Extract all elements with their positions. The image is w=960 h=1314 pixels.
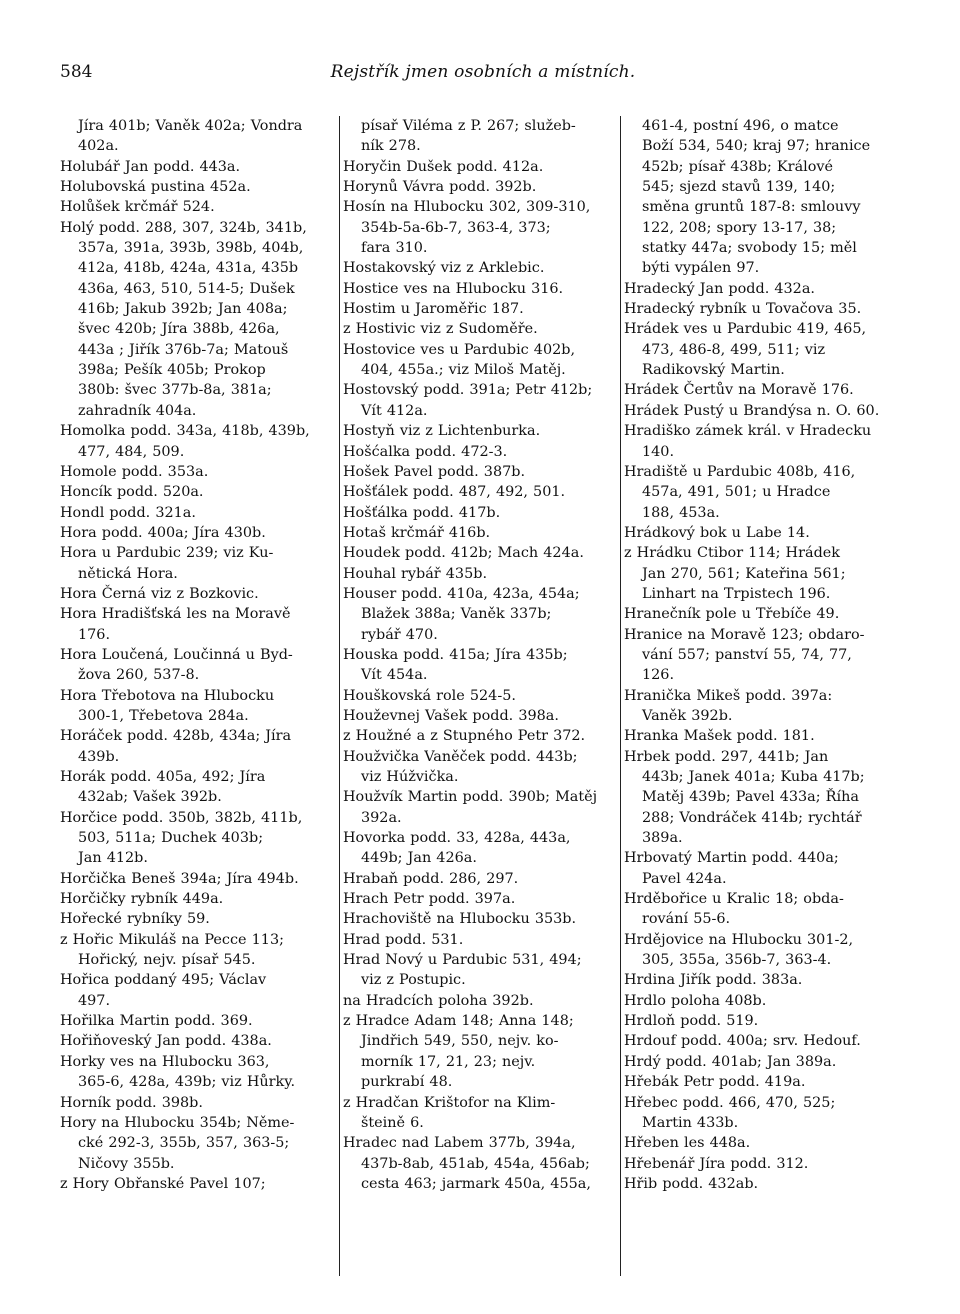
index-entry-continuation: 305, 355a, 356b-7, 363-4. [642,952,832,969]
index-entry: Hrach Petr podd. 397a. [343,891,516,908]
index-entry-continuation: purkrabí 48. [361,1074,453,1091]
index-entry-continuation: Pavel 424a. [642,870,727,887]
index-entry: Hrádek Čertův na Moravě 176. [624,382,854,399]
index-entry-continuation: Jíra 401b; Vaněk 402a; Vondra [78,118,303,134]
index-entry: z Houžné a z Stupného Petr 372. [343,728,586,745]
index-entry: Hrdloň podd. 519. [624,1013,759,1030]
index-entry-continuation: 443b; Janek 401a; Kuba 417b; [642,769,865,785]
index-entry: Holůšek krčmář 524. [60,199,215,216]
index-entry-continuation: Matěj 439b; Pavel 433a; Říha [642,789,859,806]
index-entry: Hrdý podd. 401ab; Jan 389a. [624,1053,837,1070]
index-entry: z Hradce Adam 148; Anna 148; [343,1013,574,1030]
index-entry: Hořica poddaný 495; Václav [60,972,267,989]
index-entry: Houdek podd. 412b; Mach 424a. [343,545,584,562]
index-entry: Hrbovatý Martin podd. 440a; [624,850,839,867]
index-entry: Hradiště u Pardubic 408b, 416, [624,463,856,480]
index-entry-continuation: viz Húžvička. [361,769,459,785]
index-entry: Hrad Nový u Pardubic 531, 494; [343,952,582,969]
index-entry-continuation: 357a, 391a, 393b, 398b, 404b, [78,240,304,257]
index-entry-continuation: Vít 412a. [361,402,428,419]
index-entry: Hradiško zámek král. v Hradecku [624,423,872,440]
index-entry: Horčička Beneš 394a; Jíra 494b. [60,870,299,887]
index-entry: Hranička Mikeš podd. 397a: [624,687,833,704]
index-entry-continuation: 432ab; Vašek 392b. [78,789,222,806]
index-entry: Hostovice ves u Pardubic 402b, [343,341,576,358]
index-entry: Holubovská pustina 452a. [60,179,251,196]
column-divider [339,116,340,1276]
index-entry: Houžvík Martin podd. 390b; Matěj [343,789,598,806]
index-entry: Hrdina Jiřík podd. 383a. [624,972,803,989]
index-entry-continuation: 449b; Jan 426a. [361,850,477,867]
index-entry-continuation: 457a, 491, 501; u Hradce [642,484,831,501]
index-entry-continuation: 288; Vondráček 414b; rychtář [642,809,862,826]
index-entry: Horyčin Dušek podd. 412a. [343,158,544,175]
index-entry-continuation: Radikovský Martin. [642,362,785,379]
index-entry-continuation: ník 278. [361,138,421,155]
index-entry: Hostovský podd. 391a; Petr 412b; [343,382,593,399]
index-entry: Hrádek Pustý u Brandýsa n. O. 60. [624,402,880,419]
index-entry-continuation: 439b. [78,748,120,765]
index-entry-continuation: rybář 470. [361,626,438,643]
index-column-3 [624,116,906,1276]
index-entry-continuation: 176. [78,626,111,643]
running-title: Rejstřík jmen osobních a místních. [330,62,636,82]
index-entry: Homole podd. 353a. [60,463,209,480]
index-entry: Hory na Hlubocku 354b; Něme- [60,1114,295,1131]
index-entry: Hora Hradišťská les na Moravě [60,606,291,623]
index-entry-continuation: 473, 486-8, 499, 511; viz [642,341,826,358]
index-entry-continuation: Boží 534, 540; kraj 97; hranice [642,138,871,155]
index-entry: Hrabaň podd. 286, 297. [343,870,519,887]
index-entry: Houhal rybář 435b. [343,565,488,582]
index-entry-continuation: Jan 270, 561; Kateřina 561; [642,565,846,582]
index-entry: Hostyň viz z Lichtenburka. [343,423,541,440]
index-entry: Hora u Pardubic 239; viz Ku- [60,545,274,562]
index-entry-continuation: 436a, 463, 510, 514-5; Dušek [78,280,295,297]
index-entry: Houska podd. 415a; Jíra 435b; [343,646,568,663]
index-entry: Hřebák Petr podd. 419a. [624,1074,806,1091]
index-entry: Horky ves na Hlubocku 363, [60,1053,270,1070]
index-entry: Hřebec podd. 466, 470, 525; [624,1094,836,1111]
index-entry-continuation: šteině 6. [361,1114,424,1131]
index-entry-continuation: žova 260, 537-8. [78,667,200,684]
index-entry-continuation: býti vypálen 97. [642,260,760,277]
index-entry: Hořiňoveský Jan podd. 438a. [60,1033,272,1050]
index-entry: Houževnej Vašek podd. 398a. [343,707,559,724]
index-entry: Hořilka Martin podd. 369. [60,1013,253,1030]
index-entry: Hora Třebotova na Hlubocku [60,687,275,704]
index-entry: Hrbek podd. 297, 441b; Jan [624,748,829,765]
index-entry: Hrad podd. 531. [343,931,464,948]
index-entry: Hřeben les 448a. [624,1135,751,1152]
index-entry-continuation: nětická Hora. [78,565,178,582]
index-entry-continuation: 461-4, postní 496, o matce [642,118,839,134]
index-entry: Houser podd. 410a, 423a, 454a; [343,585,580,602]
index-entry: Holubář Jan podd. 443a. [60,158,241,175]
index-entry-continuation: morník 17, 21, 23; nejv. [361,1053,536,1070]
index-entry-continuation: 437b-8ab, 451ab, 454a, 456ab; [361,1155,590,1172]
index-entry: Hora podd. 400a; Jíra 430b. [60,524,266,541]
index-entry-continuation: Linhart na Trpistech 196. [642,585,831,602]
index-entry: Hřebenář Jíra podd. 312. [624,1155,809,1172]
index-entry-continuation: vání 557; panství 55, 74, 77, [642,646,852,663]
index-entry: Horník podd. 398b. [60,1094,203,1111]
index-entry-continuation: 402a. [78,138,119,155]
index-entry-continuation: 545; sjezd stavů 139, 140; [642,179,836,196]
index-entry: Honcík podd. 520a. [60,484,204,501]
index-entry-continuation: Blažek 388a; Vaněk 337b; [361,606,552,623]
index-entry: Hondl podd. 321a. [60,504,196,521]
index-entry-continuation: Hořický, nejv. písař 545. [78,952,256,969]
index-entry-continuation: fara 310. [361,240,428,257]
index-entry: Hovorka podd. 33, 428a, 443a, [343,830,571,847]
index-entry: Hošek Pavel podd. 387b. [343,463,526,480]
index-entry: Hrdějovice na Hlubocku 301-2, [624,931,854,948]
index-entry: Houškovská role 524-5. [343,687,516,704]
index-entry: Horčice podd. 350b, 382b, 411b, [60,809,303,826]
index-entry-continuation: cesta 463; jarmark 450a, 455a, [361,1175,591,1192]
column-divider [620,116,621,1276]
index-entry: Horák podd. 405a, 492; Jíra [60,769,266,785]
index-entry: Hrdouf podd. 400a; srv. Hedouf. [624,1033,861,1050]
index-entry-continuation: 392a. [361,809,402,826]
index-entry: Hořecké rybníky 59. [60,911,210,928]
index-entry: Holý podd. 288, 307, 324b, 341b, [60,219,307,236]
index-entry: na Hradcích poloha 392b. [343,992,534,1009]
index-entry: Hradec nad Labem 377b, 394a, [343,1135,576,1152]
index-entry: Hora Černá viz z Bozkovic. [60,585,259,602]
index-entry: z Hostivic viz z Sudoměře. [343,321,538,338]
index-entry: Hrdlo poloha 408b. [624,992,767,1009]
index-columns [56,116,906,1276]
index-entry-continuation: směna gruntů 187-8: smlouvy [642,199,861,216]
index-entry-continuation: 188, 453a. [642,504,720,521]
index-entry-continuation: Jindřich 549, 550, nejv. ko- [361,1033,559,1050]
index-entry: Homolka podd. 343a, 418b, 439b, [60,423,310,440]
index-entry-continuation: cké 292-3, 355b, 357, 363-5; [78,1135,290,1152]
index-entry-continuation: Jan 412b. [78,850,148,867]
index-entry: Hrádkový bok u Labe 14. [624,524,810,541]
index-entry: Houžvička Vaněček podd. 443b; [343,748,578,765]
index-entry-continuation: 365-6, 428a, 439b; viz Hůrky. [78,1074,296,1091]
index-entry: Hranka Mašek podd. 181. [624,728,815,745]
index-entry-continuation: 389a. [642,830,683,847]
index-entry-continuation: rování 55-6. [642,911,731,928]
index-entry: Horčičky rybník 449a. [60,891,224,908]
index-entry-continuation: statky 447a; svobody 15; měl [642,240,857,257]
page-number: 584 [60,62,93,82]
index-entry-continuation: 497. [78,992,111,1009]
index-entry: Hrděbořice u Kralic 18; obda- [624,891,844,908]
index-entry: Hošťálka podd. 417b. [343,504,501,521]
index-entry: Hrádek ves u Pardubic 419, 465, [624,321,867,338]
index-entry-continuation: Vaněk 392b. [642,707,733,724]
index-entry-continuation: 122, 208; spory 13-17, 38; [642,219,837,236]
index-entry: Hraneční​k pole u Třebíče 49. [624,606,840,623]
index-entry: Horáček podd. 428b, 434a; Jíra [60,728,292,745]
index-entry-continuation: 452b; písař 438b; Králové [642,158,834,175]
index-entry-continuation: 126. [642,667,675,684]
index-entry: Hrachoviště na Hlubocku 353b. [343,911,577,928]
index-entry-continuation: 416b; Jakub 392b; Jan 408a; [78,301,288,318]
running-head [60,62,906,88]
index-entry-continuation: 477, 484, 509. [78,443,185,460]
index-entry-continuation: 503, 511a; Duchek 403b; [78,830,264,847]
index-entry-continuation: 380b: švec 377b-8a, 381a; [78,382,272,399]
index-entry-continuation: Vít 454a. [361,667,428,684]
index-entry: Hostim u Jaroměřic 187. [343,301,524,318]
index-entry-continuation: Martin 433b. [642,1114,739,1131]
index-entry: Hostakovský viz z Arklebic. [343,260,545,277]
index-entry-continuation: písař Viléma z P. 267; služeb- [361,118,576,134]
index-entry-continuation: 443a ; Jiřík 376b-7a; Matouš [78,341,289,358]
index-entry-continuation: švec 420b; Jíra 388b, 426a, [78,321,280,338]
index-entry-continuation: 412a, 418b, 424a, 431a, 435b [78,260,299,277]
index-entry: Hradecký Jan podd. 432a. [624,280,815,297]
index-entry: Hřib podd. 432ab. [624,1175,759,1192]
index-entry-continuation: 354b-5a-6b-7, 363-4, 373; [361,219,551,236]
index-entry-continuation: 404, 455a.; viz Miloš Matěj. [361,362,566,379]
index-entry: Hranice na Moravě 123; obdaro- [624,626,865,643]
index-column-2 [343,116,621,1276]
index-entry-continuation: 140. [642,443,675,460]
index-entry-continuation: zahradník 404a. [78,402,197,419]
index-entry: Hora Loučená, Loučinná u Byd- [60,646,293,663]
index-entry: Hostice ves na Hlubocku 316. [343,280,564,297]
index-entry-continuation: Ničovy 355b. [78,1155,175,1172]
index-entry: z Hradčan Krištofor na Klim- [343,1094,556,1111]
index-entry-continuation: viz z Postupic. [361,972,466,989]
index-entry-continuation: 398a; Pešík 405b; Prokop [78,362,266,379]
index-entry-continuation: 300-1, Třebetova 284a. [78,707,249,724]
index-entry: z Hory Obřanské Pavel 107; [60,1175,266,1192]
index-entry: Hotaš krčmář 416b. [343,524,491,541]
index-entry: Hošťálek podd. 487, 492, 501. [343,484,566,501]
index-entry: z Hrádku Ctibor 114; Hrádek [624,545,841,562]
index-entry: Hradecký rybník u Tovačova 35. [624,301,862,318]
index-column-1 [60,116,338,1276]
index-entry: Hosín na Hlubocku 302, 309-310, [343,199,591,216]
index-entry: Hošćalka podd. 472-3. [343,443,508,460]
index-entry: Horynů Vávra podd. 392b. [343,179,537,196]
index-entry: z Hořic Mikuláš na Pecce 113; [60,931,284,948]
